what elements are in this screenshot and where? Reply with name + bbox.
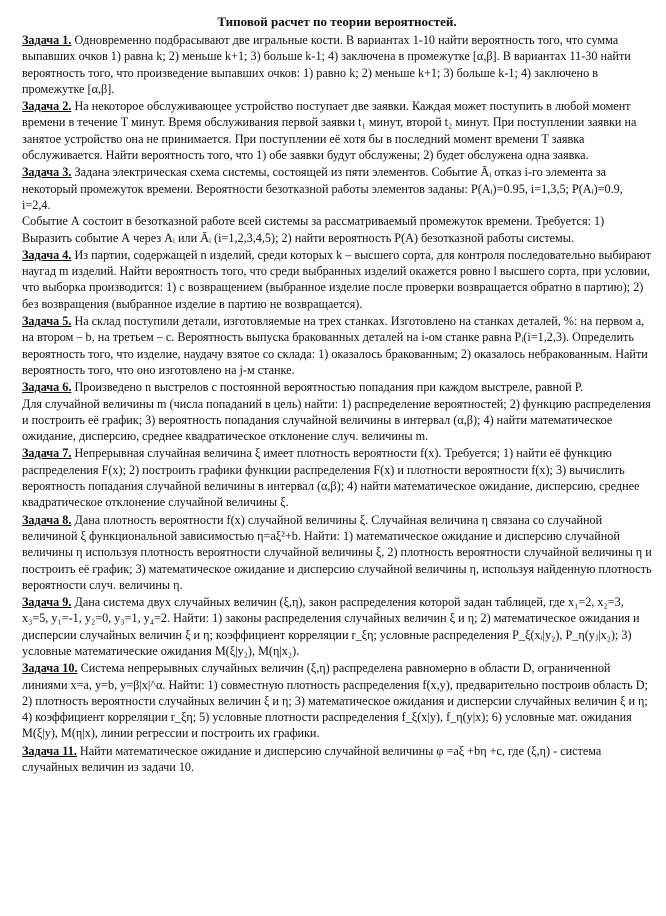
task-4 xyxy=(22,247,652,312)
task-1 xyxy=(22,32,652,97)
task-text: Произведено n выстрелов с постоянной вероятностью попадания при каждом выстреле, равной P. xyxy=(74,380,584,395)
task-heading: Задача 7. xyxy=(22,446,72,461)
task-text: Дана плотность вероятности f(x) случайной величины ξ. Случайная величина η связана со случайной величиной ξ функциональной зависимостью η=aξ²+b. Найти: 1) математическое ожидание и дисперсию случайной величины η используя плотность вероятности случайной величины ξ, 2) плотность вероятности случайной величины η и построить её график; 3) математическое ожидание и дисперсию случайной величины η, используя найденную плотность вероятности случ. величины η. xyxy=(22,512,652,592)
task-heading: Задача 8. xyxy=(22,512,72,527)
task-text-continued: Событие А состоит в безотказной работе всей системы за рассматриваемый промежуток времени. Требуется: 1) Выразить событие А через Aᵢ или Āᵢ (i=1,2,3,4,5); 2) найти вероятность P(A) безотказной работы системы. xyxy=(22,214,605,245)
task-text-continued: Для случайной величины m (числа попаданий в цель) найти: 1) распределение вероятностей; 2) функцию распределения и построить её график; 3) вероятность попадания случайной величины в интервал (α,β); 4) найти математическое ожидание, дисперсию, среднее квадратическое отклонение случ. величины m. xyxy=(22,396,651,444)
task-text: Одновременно подбрасывают две игральные кости. В вариантах 1-10 найти вероятность того, что сумма выпавших очков 1) равна k; 2) меньше k+1; 3) больше k-1; 4) заключена в промежутке [α,β]. В вариантах 11-30 найти вероятность того, что произведение выпавших очков: 1) равно k; 2) меньше k+1; 3) больше k-1; 4) заключено в промежутке [α,β]. xyxy=(22,33,631,96)
task-text: Дана система двух случайных величин (ξ,η), закон распределения которой задан таблицей, где x₁=2, x₂=3, x₃=5, y₁=-1, y₂=0, y₃=1, y₄=2. Найти: 1) законы распределения случайных величин ξ и η; 2) математическое ожидания и дисперсии случайных величин ξ и η; коэффициент корреляции r_ξη; условные распределения P_ξ(xᵢ|y₂), P_η(yⱼ|x₂); 3) условные математические ожидания M(ξ|y₂), M(η|x₂). xyxy=(22,595,640,658)
task-heading: Задача 9. xyxy=(22,595,72,610)
task-8 xyxy=(22,512,652,593)
task-6 xyxy=(22,379,652,444)
task-3 xyxy=(22,164,652,245)
task-text: Из партии, содержащей n изделий, среди которых k – высшего сорта, для контроля последовательно выбирают наугад m изделий. Найти вероятность того, что среди выбранных изделий окажется ровно l высшего сорта, при условии, что выборка производится: 1) с возвращением (выбранное изделие после проверки возвращается обратно в партию); 2) без возвращения (выбранное изделие в партию не возвращается). xyxy=(22,247,651,311)
document-title: Типовой расчет по теории вероятностей. xyxy=(217,14,457,29)
task-heading: Задача 11. xyxy=(22,743,77,758)
task-heading: Задача 4. xyxy=(22,247,72,262)
task-5 xyxy=(22,313,652,378)
task-11 xyxy=(22,743,652,776)
task-text: Система непрерывных случайных величин (ξ,η) распределена равномерно в области D, ограниченной линиями x=a, y=b, y=β|x|^α. Найти: 1) совместную плотность распределения f(x,y), предварительно построив область D; 2) плотность вероятности случайных величин ξ и η; 3) математическое ожидания и дисперсии случайных величин ξ и η; 4) коэффициент корреляции r_ξη; 5) условные плотности распределения f_ξ(x|y), f_η(y|x); 6) условные мат. ожидания M(ξ|y), M(η|x), линии регрессии и построить их графики. xyxy=(22,661,648,741)
task-text: Найти математическое ожидание и дисперсию случайной величины φ =aξ +bη +c, где (ξ,η) - система случайных величин из задачи 10. xyxy=(22,743,602,775)
task-text: Непрерывная случайная величина ξ имеет плотность вероятности f(x). Требуется; 1) найти её функцию распределения F(x); 2) построить графики функции распределения F(x) и плотности вероятности f(x); 3) вычислить вероятность попадания случайной величины в интервал (α,β); 4) найти математическое ожидание, дисперсию, среднее квадратическое отклонение случайной величины ξ. xyxy=(22,446,640,510)
task-2 xyxy=(22,98,652,163)
task-heading: Задача 5. xyxy=(22,314,72,329)
task-text: Задана электрическая схема системы, состоящей из пяти элементов. Событие Āᵢ отказ i-го элемента за некоторый промежуток времени. Вероятности безотказной работы элементов заданы: P(Aᵢ)=0.95, i=1,3,5; P(Aᵢ)=0.9, i=2,4. xyxy=(22,165,623,212)
task-text: На некоторое обслуживающее устройство поступает две заявки. Каждая может поступить в любой момент времени в течение T минут. Время обслуживания первой заявки t₁ минут, второй t₂ минут. При поступлении заявки на занятое устройство она не принимается. При поступлении её хотя бы в последний момент времени T заявка обслуживается. Найти вероятность того, что 1) обе заявки будут обслужены; 2) будет обслужена одна заявка. xyxy=(22,99,637,163)
task-text: На склад поступили детали, изготовляемые на трех станках. Изготовлено на станках деталей, %: на первом a, на втором – b, на третьем – c. Вероятность выпуска бракованных деталей на i-ом станке равна Pᵢ(i=1,2,3). Определить вероятность того, что изделие, наудачу взятое со склада: 1) оказалось бракованным; 2) оказалось небракованным. Найти вероятность того, что оно изготовлено на j-м станке. xyxy=(22,314,648,377)
task-heading: Задача 10. xyxy=(22,661,78,676)
task-heading: Задача 3. xyxy=(22,165,72,180)
task-heading: Задача 1. xyxy=(22,33,72,47)
task-10 xyxy=(22,660,652,741)
task-heading: Задача 2. xyxy=(22,99,72,114)
task-heading: Задача 6. xyxy=(22,380,72,395)
task-7 xyxy=(22,445,652,510)
task-9 xyxy=(22,594,652,659)
